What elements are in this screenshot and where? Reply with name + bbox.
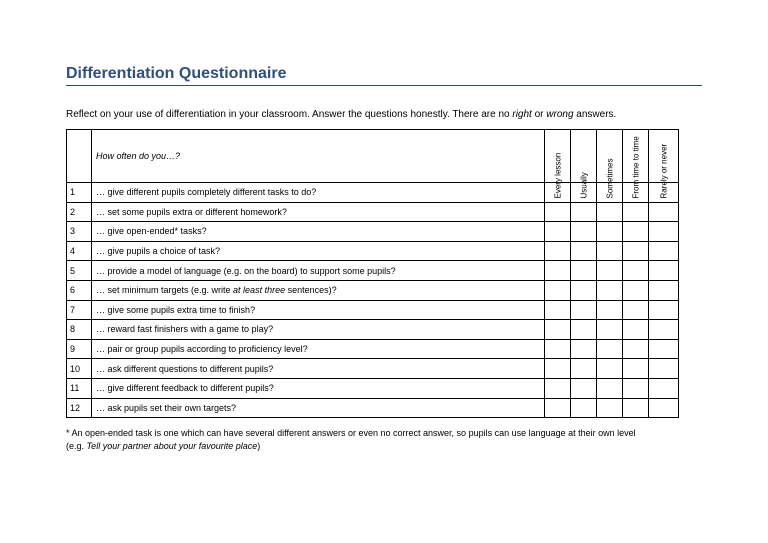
footnote-part: (e.g.: [66, 441, 87, 451]
question-text: … give some pupils extra time to finish?: [92, 300, 545, 320]
answer-cell[interactable]: [623, 320, 649, 340]
question-text-part: … set minimum targets (e.g. write: [96, 285, 234, 296]
question-row: [67, 241, 679, 261]
intro-wrong: wrong: [546, 109, 574, 120]
freq-label: Every lesson: [553, 152, 562, 199]
question-text-part: sentences)?: [285, 285, 337, 296]
freq-label: Usually: [579, 172, 588, 199]
question-text: … give different pupils completely different tasks to do?: [92, 183, 545, 203]
question-number: 5: [67, 261, 92, 281]
question-number: 1: [67, 183, 92, 203]
answer-cell[interactable]: [597, 280, 623, 300]
answer-cell[interactable]: [623, 339, 649, 359]
question-text: … give different feedback to different pupils?: [92, 378, 545, 398]
answer-cell[interactable]: [597, 300, 623, 320]
question-row: [67, 320, 679, 340]
answer-cell[interactable]: [545, 398, 571, 418]
freq-every-lesson: [545, 130, 571, 199]
footnote: [66, 427, 636, 453]
answer-cell[interactable]: [571, 378, 597, 398]
footnote-part: ): [257, 441, 261, 451]
answer-cell[interactable]: [623, 202, 649, 222]
answer-cell[interactable]: [597, 202, 623, 222]
question-number: 8: [67, 320, 92, 340]
answer-cell[interactable]: [597, 241, 623, 261]
question-row: [67, 202, 679, 222]
answer-cell[interactable]: [545, 222, 571, 242]
freq-sometimes: [597, 130, 623, 199]
question-number: 12: [67, 398, 92, 418]
question-text: … ask pupils set their own targets?: [92, 398, 545, 418]
answer-cell[interactable]: [649, 261, 679, 281]
question-row: [67, 222, 679, 242]
header-prompt: How often do you…?: [92, 130, 545, 183]
answer-cell[interactable]: [649, 241, 679, 261]
question-text: … ask different questions to different pupils?: [92, 359, 545, 379]
answer-cell[interactable]: [649, 320, 679, 340]
question-number: 3: [67, 222, 92, 242]
answer-cell[interactable]: [597, 320, 623, 340]
answer-cell[interactable]: [649, 398, 679, 418]
answer-cell[interactable]: [597, 261, 623, 281]
footnote-line1: * An open-ended task is one which can have several different answers or even no correct answer, so pupils can use language at their own level: [66, 428, 636, 438]
answer-cell[interactable]: [623, 241, 649, 261]
answer-cell[interactable]: [623, 280, 649, 300]
answer-cell[interactable]: [571, 398, 597, 418]
answer-cell[interactable]: [571, 222, 597, 242]
question-text: [92, 280, 545, 300]
answer-cell[interactable]: [571, 339, 597, 359]
answer-cell[interactable]: [545, 378, 571, 398]
freq-from-time-to-time: [623, 130, 649, 199]
answer-cell[interactable]: [545, 359, 571, 379]
intro-part: or: [531, 109, 547, 120]
question-row: [67, 359, 679, 379]
answer-cell[interactable]: [623, 398, 649, 418]
answer-cell[interactable]: [545, 339, 571, 359]
answer-cell[interactable]: [623, 222, 649, 242]
answer-cell[interactable]: [649, 202, 679, 222]
freq-label: From time to time: [631, 136, 640, 199]
questionnaire-table: [66, 129, 679, 418]
answer-cell[interactable]: [649, 339, 679, 359]
header-row: [67, 130, 679, 183]
intro-part: answers.: [573, 109, 617, 120]
question-number: 10: [67, 359, 92, 379]
footnote-example: Tell your partner about your favourite place: [86, 441, 258, 451]
answer-cell[interactable]: [571, 202, 597, 222]
answer-cell[interactable]: [623, 300, 649, 320]
question-number: 9: [67, 339, 92, 359]
question-row: [67, 339, 679, 359]
answer-cell[interactable]: [571, 300, 597, 320]
question-row: [67, 398, 679, 418]
question-text: … provide a model of language (e.g. on the board) to support some pupils?: [92, 261, 545, 281]
answer-cell[interactable]: [571, 359, 597, 379]
question-number: 2: [67, 202, 92, 222]
intro-part: Reflect on your use of differentiation in your classroom. Answer the questions honestly. There are no: [66, 109, 513, 120]
answer-cell[interactable]: [571, 241, 597, 261]
answer-cell[interactable]: [545, 202, 571, 222]
answer-cell[interactable]: [545, 320, 571, 340]
freq-rarely-or-never: [649, 130, 679, 199]
answer-cell[interactable]: [597, 339, 623, 359]
answer-cell[interactable]: [545, 300, 571, 320]
answer-cell[interactable]: [623, 261, 649, 281]
page-title: Differentiation Questionnaire: [66, 65, 287, 82]
question-text: … reward fast finishers with a game to play?: [92, 320, 545, 340]
question-row: [67, 378, 679, 398]
title-underline: [66, 85, 702, 86]
question-row: [67, 280, 679, 300]
answer-cell[interactable]: [571, 261, 597, 281]
freq-label: Sometimes: [605, 158, 614, 199]
answer-cell[interactable]: [571, 320, 597, 340]
answer-cell[interactable]: [649, 300, 679, 320]
answer-cell[interactable]: [649, 280, 679, 300]
intro-text: [66, 109, 616, 120]
answer-cell[interactable]: [649, 222, 679, 242]
answer-cell[interactable]: [623, 359, 649, 379]
question-number: 6: [67, 280, 92, 300]
question-row: [67, 300, 679, 320]
answer-cell[interactable]: [597, 378, 623, 398]
answer-cell[interactable]: [571, 280, 597, 300]
question-number: 7: [67, 300, 92, 320]
answer-cell[interactable]: [545, 261, 571, 281]
answer-cell[interactable]: [623, 378, 649, 398]
freq-label: Rarely or never: [659, 143, 668, 199]
freq-usually: [571, 130, 597, 199]
answer-cell[interactable]: [597, 359, 623, 379]
question-row: [67, 261, 679, 281]
answer-cell[interactable]: [597, 222, 623, 242]
answer-cell[interactable]: [597, 398, 623, 418]
answer-cell[interactable]: [649, 359, 679, 379]
question-text: … pair or group pupils according to proficiency level?: [92, 339, 545, 359]
answer-cell[interactable]: [545, 241, 571, 261]
footnote-line2: [66, 440, 636, 453]
question-text: … give open-ended* tasks?: [92, 222, 545, 242]
answer-cell[interactable]: [649, 378, 679, 398]
answer-cell[interactable]: [545, 280, 571, 300]
question-text: … set some pupils extra or different homework?: [92, 202, 545, 222]
question-text-italic: at least three: [233, 285, 286, 296]
question-number: 4: [67, 241, 92, 261]
intro-right: right: [512, 109, 532, 120]
question-number: 11: [67, 378, 92, 398]
header-num-cell: [67, 130, 92, 183]
question-text: … give pupils a choice of task?: [92, 241, 545, 261]
